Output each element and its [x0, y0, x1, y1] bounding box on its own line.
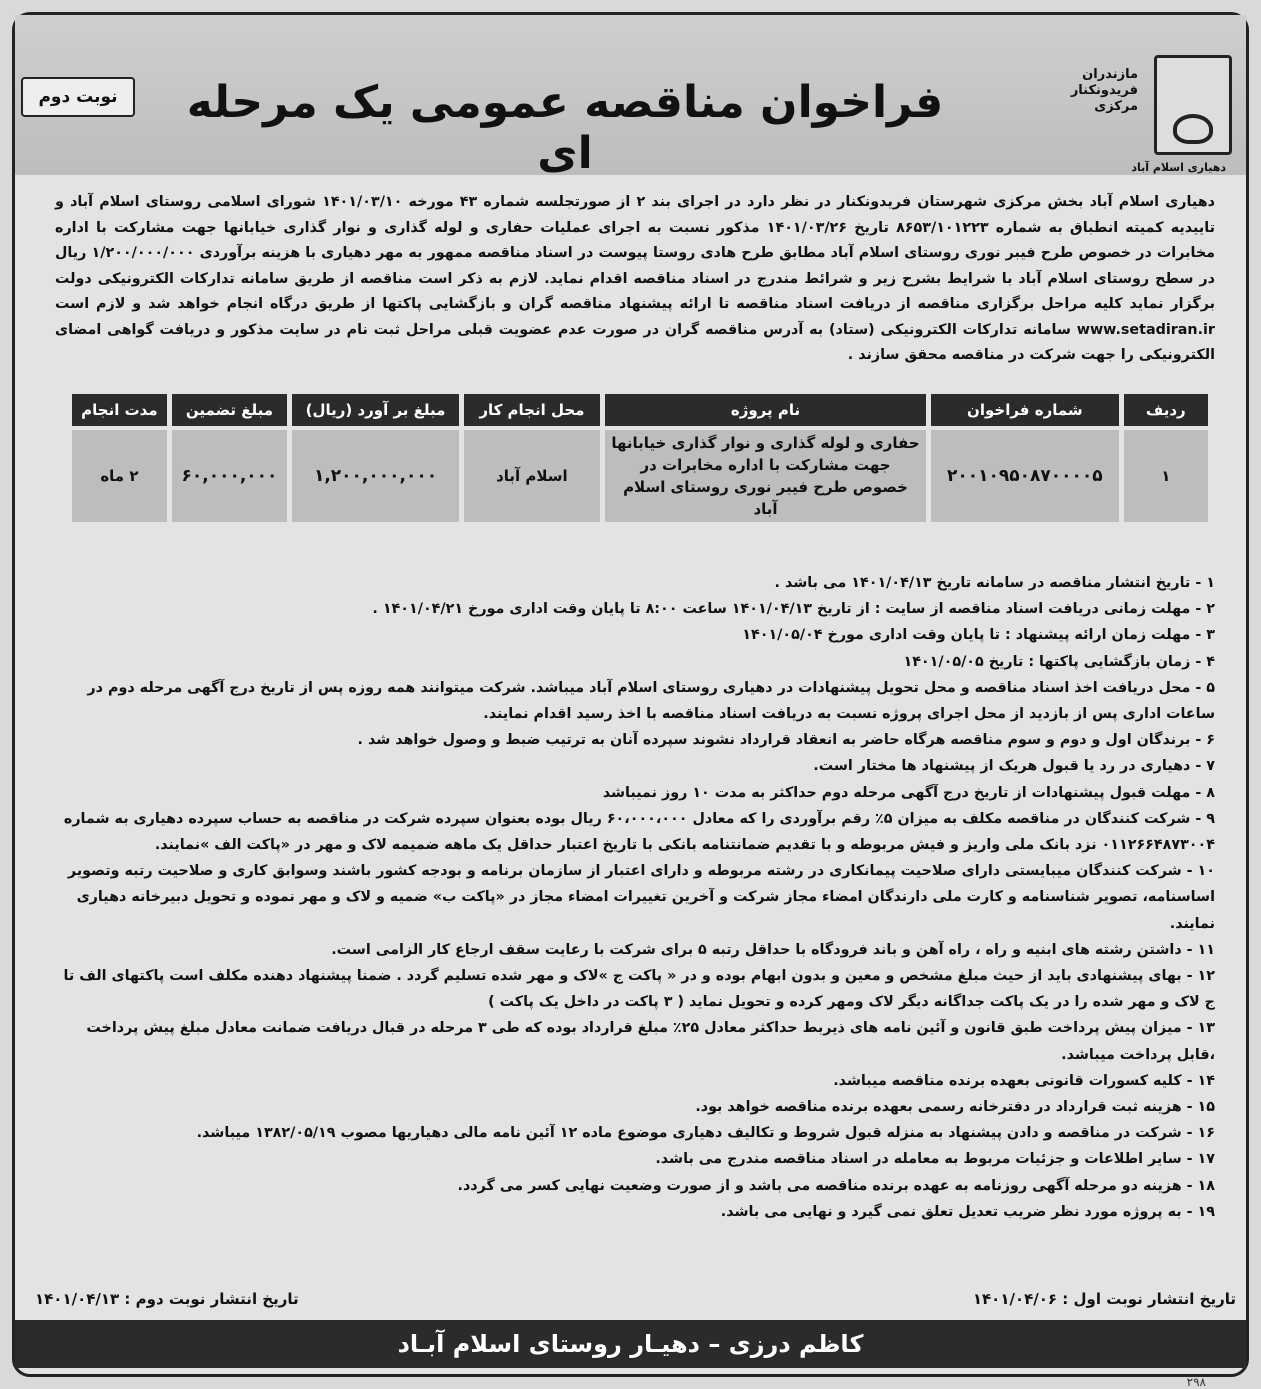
signature-band: کاظم درزی – دهیـار روستای اسلام آبـاد — [15, 1320, 1246, 1368]
list-item: ۸ - مهلت قبول پیشنهادات از تاریخ درج آگهی مرحله دوم حداکثر به مدت ۱۰ روز نمیباشد — [602, 784, 1215, 801]
work-location: اسلام آباد — [464, 430, 600, 522]
call-number: ۲۰۰۱۰۹۵۰۸۷۰۰۰۰۵ — [931, 430, 1118, 522]
notice-title: فراخوان مناقصه عمومی یک مرحله ای — [186, 77, 944, 179]
col-header: محل انجام کار — [464, 394, 600, 426]
list-item: ۱۱ - داشتن رشته های ابنیه و راه ، راه آهن و باند فرودگاه با حداقل رتبه ۵ برای شرکت با رعایت سقف ارجاع کار الزامی است. — [331, 941, 1215, 958]
estimate-amount: ۱,۲۰۰,۰۰۰,۰۰۰ — [292, 430, 459, 522]
list-item: ۶ - برندگان اول و دوم و سوم مناقصه هرگاه حاضر به انعقاد قرارداد نشوند سپرده آنان به ترتیب ضبط و وصول خواهد شد . — [357, 732, 1215, 749]
logo-caption: دهیاری اسلام آباد — [1131, 161, 1226, 174]
org-line: مازندران — [1082, 67, 1138, 82]
project-name: حفاری و لوله گذاری و نوار گذاری خیابانها جهت مشارکت با اداره مخابرات در خصوص طرح فیبر نوری روستای اسلام آباد — [605, 430, 926, 522]
list-item: ۱ - تاریخ انتشار مناقصه در سامانه تاریخ ۱۴۰۱/۰۴/۱۳ می باشد . — [774, 575, 1215, 591]
first-publish-date: تاریخ انتشار نوبت اول : ۱۴۰۱/۰۴/۰۶ — [972, 1290, 1236, 1308]
list-item: ۵ - محل دریافت اخذ اسناد مناقصه و محل تحویل پیشنهادات در دهیاری روستای اسلام آباد میباشد. شرکت میتوانند همه روزه پس از تاریخ درج آگهی مرحله دوم در ساعات اداری پس از بازدید از محل اجرای پروژه نسبت به دریافت اسناد مناقصه با اخذ رسید اقدام نمایند. — [87, 679, 1215, 723]
tender-table — [67, 390, 1213, 526]
table-header-row — [72, 394, 1208, 426]
list-item: ۱۵ - هزینه ثبت قرارداد در دفترخانه رسمی بعهده برنده مناقصه خواهد بود. — [695, 1099, 1215, 1116]
list-item: ۱۸ - هزینه دو مرحله آگهی روزنامه به عهده برنده مناقصه می باشد و از صورت وضعیت نهایی کسر می گردد. — [457, 1177, 1215, 1194]
list-item: ۱۲ - بهای پیشنهادی باید از حیث مبلغ مشخص و معین و بدون ابهام بوده و در « پاکت ج »لاک و مهر شده تسلیم گردد . ضمنا پیشنهاد دهنده مکلف است پاکتهای الف تا ج لاک و مهر شده را در یک پاکت جداگانه دیگر لاک ومهر کرده و تحویل نماید ( ۳ پاکت در داخل یک پاکت ) — [63, 968, 1215, 1011]
list-item: ۱۶ - شرکت در مناقصه و دادن پیشنهاد به منزله قبول شروط و تکالیف دهیاری موضوع ماده ۱۲ آئین نامه مالی دهیاریها مصوب ۱۳۸۲/۰۵/۱۹ میباشد. — [196, 1125, 1215, 1142]
round-badge: نوبت دوم — [21, 77, 135, 117]
col-header: شماره فراخوان — [931, 394, 1118, 426]
publish-dates — [15, 1290, 1246, 1316]
col-header: مبلغ بر آورد (ریال) — [292, 394, 459, 426]
intro-paragraph: دهیاری اسلام آباد بخش مرکزی شهرستان فریدونکنار در نظر دارد در اجرای بند ۲ از صورتجلسه شماره ۴۳ مورخه ۱۴۰۱/۰۳/۱۰ شورای اسلامی روستای اسلام آباد و تاییدیه کمیته انطباق به شماره ۸۶۵۳/۱۰۱۲۲۳ تاریخ ۱۴۰۱/۰۳/۲۶ مذکور نسبت به اجرای عملیات حفاری و لوله گذاری و نوار گذاری خیابانها جهت مشارکت با اداره مخابرات در خصوص طرح فیبر نوری روستای اسلام آباد مطابق طرح هادی روستا پیوست در اسناد مناقصه ممهور به مهر دهیاری با هزینه برآوردی ۱/۲۰۰/۰۰۰/۰۰۰ ریال در سطح روستای اسلام آباد با شرایط بشرح زیر و شرائط مندرج در اسناد مناقصه اقدام نماید. لازم به ذکر است مناقصه از طریق سامانه تدارکات الکترونیکی دولت برگزار نماید کلیه مراحل برگزاری مناقصه از دریافت اسناد مناقصه تا ارائه پیشنهاد مناقصه گران و بازگشایی پاکتها از طریق درگاه انجام خواهد شد و لازم است www.setadiran.ir سامانه تدارکات الکترونیکی (ستاد) به آدرس مناقصه گران در صورت عدم عضویت قبلی مراحل ثبت نام در سایت مذکور و دریافت گواهی امضای الکترونیکی را جهت شرکت در مناقصه محقق سازند . — [55, 194, 1215, 363]
row-index: ۱ — [1124, 430, 1208, 522]
list-item: ۱۳ - میزان پیش پرداخت طبق قانون و آئین نامه های ذیربط حداکثر معادل ۲۵٪ مبلغ قرارداد بوده که طی ۳ مرحله در قبال دریافت ضمانت معادل مبلغ پیش پرداخت ،قابل پرداخت میباشد. — [86, 1020, 1215, 1063]
page-number: ۲۹۸ — [1186, 1375, 1206, 1389]
list-item: ۴ - زمان بازگشایی پاکتها : تاریخ ۱۴۰۱/۰۵/۰۵ — [903, 653, 1215, 670]
col-header: نام پروژه — [605, 394, 926, 426]
logo-emblem-icon — [1173, 114, 1213, 144]
table-row — [72, 430, 1208, 522]
second-publish-date: تاریخ انتشار نوبت دوم : ۱۴۰۱/۰۴/۱۳ — [35, 1290, 299, 1308]
list-item: ۷ - دهیاری در رد یا قبول هریک از پیشنهاد ها مختار است. — [813, 758, 1215, 775]
duration: ۲ ماه — [72, 430, 167, 522]
col-header: مبلغ تضمین — [172, 394, 287, 426]
list-item: ۱۴ - کلیه کسورات قانونی بعهده برنده مناقصه میباشد. — [833, 1072, 1215, 1089]
list-item: ۳ - مهلت زمان ارائه پیشنهاد : تا پایان وقت اداری مورخ ۱۴۰۱/۰۵/۰۴ — [742, 627, 1215, 644]
col-header: مدت انجام — [72, 394, 167, 426]
conditions-list — [55, 570, 1215, 1225]
list-item: ۱۹ - به پروژه مورد نظر ضریب تعدیل تعلق نمی گیرد و نهایی می باشد. — [720, 1203, 1215, 1220]
guarantee-amount: ۶۰,۰۰۰,۰۰۰ — [172, 430, 287, 522]
list-item: ۲ - مهلت زمانی دریافت اسناد مناقصه از سایت : از تاریخ ۱۴۰۱/۰۴/۱۳ ساعت ۸:۰۰ تا پایان وقت اداری مورخ ۱۴۰۱/۰۴/۲۱ . — [372, 601, 1215, 618]
dehyari-logo — [1154, 55, 1232, 155]
org-line: مرکزی — [1094, 99, 1138, 114]
list-item: ۹ - شرکت کنندگان در مناقصه مکلف به میزان ۵٪ رقم برآوردی را که معادل ۶۰،۰۰۰،۰۰۰ ریال بوده بعنوان سپرده شرکت در مناقصه به حساب سپرده دهیاری به شماره ۰۱۱۲۶۶۴۸۷۳۰۰۴ نزد بانک ملی واریز و فیش مربوطه و با تقدیم ضمانتنامه بانکی با تاریخ اعتبار حداقل یک ماهه ضمیمه لاک و مهر در «پاکت الف »نمایند. — [63, 810, 1215, 854]
notice-sheet — [12, 12, 1249, 1389]
org-line: فریدونکنار — [1070, 83, 1138, 98]
org-name — [1028, 67, 1138, 115]
col-header: ردیف — [1124, 394, 1208, 426]
list-item: ۱۰ - شرکت کنندگان میبایستی دارای صلاحیت پیمانکاری در رشته مربوطه و دارای اعتبار از سازمان برنامه و بودجه کشور باشند وسوابق کاری و صلاحیت رتبه وتصویر اساسنامه، تصویر شناسنامه و کارت ملی دارندگان امضاء مجاز شرکت و آخرین تغییرات امضاء مجاز در «پاکت ب» ضمیه و لاک و مهر نموده و تحویل دبیرخانه دهیاری نمایند. — [67, 863, 1215, 932]
list-item: ۱۷ - سایر اطلاعات و جزئیات مربوط به معامله در اسناد مناقصه مندرج می باشد. — [655, 1151, 1215, 1168]
